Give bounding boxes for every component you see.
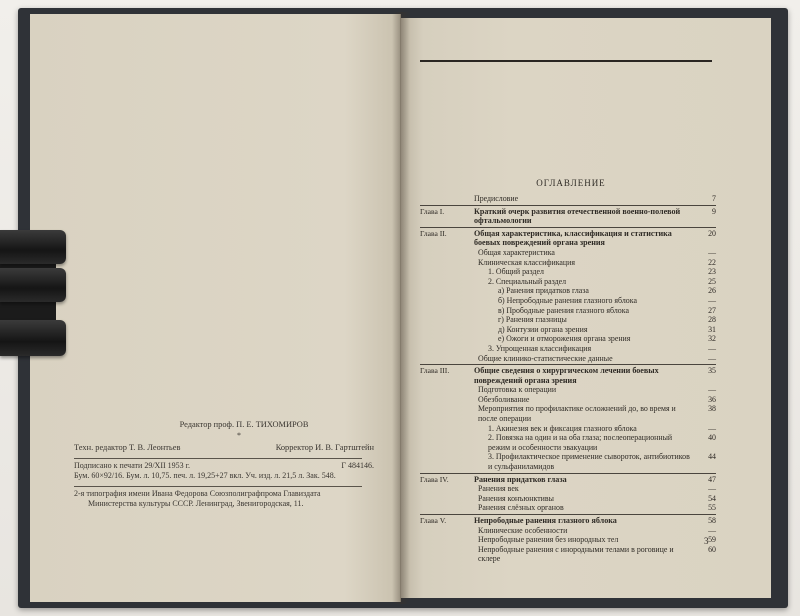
corrector: Корректор И. В. Гартштейн	[275, 442, 374, 452]
toc-entry	[420, 484, 716, 494]
toc-entry	[420, 267, 716, 277]
toc-entry-title: д) Контузии органа зрения	[498, 324, 588, 334]
printer-line-2: Министерства культуры СССР. Ленинград, Звенигородская, 11.	[88, 499, 304, 508]
toc-entry	[420, 366, 716, 385]
toc-chapter-divider	[420, 205, 716, 206]
toc-page-number: 26	[708, 286, 716, 296]
binder-clip-icon	[0, 320, 66, 356]
editors-row	[74, 443, 374, 454]
toc-entry	[420, 286, 716, 296]
imprint-divider	[74, 458, 362, 459]
toc-entry	[420, 194, 716, 204]
printer-line-1: 2-я типография имени Ивана Федорова Союзполиграфпрома Главиздата	[74, 489, 321, 498]
toc-entry-title: 3. Профилактическое применение сывороток, антибиотиков и сульфаниламидов	[488, 452, 690, 472]
toc-entry	[420, 452, 716, 471]
toc-page-number: 23	[708, 267, 716, 277]
toc-title: ОГЛАВЛЕНИЕ	[536, 178, 606, 188]
imprint-block	[74, 420, 374, 509]
toc-entry-title: Клиническая классификация	[478, 257, 575, 267]
toc-entry	[420, 207, 716, 226]
toc-page-number: 22	[708, 257, 716, 267]
toc-page-number: 7	[712, 194, 716, 203]
toc-page-number: 31	[708, 324, 716, 334]
toc-page-number: —	[708, 385, 716, 395]
toc-page-number: 20	[708, 228, 716, 238]
toc-entry-title: Краткий очерк развития отечественной военно-полевой офтальмологии	[474, 206, 681, 226]
toc-page-number: 55	[708, 503, 716, 513]
toc-entry-title: Обезболивание	[478, 394, 530, 404]
toc-entry	[420, 315, 716, 325]
toc-entry	[420, 503, 716, 513]
toc-entry-title: 1. Общий раздел	[488, 267, 544, 277]
toc-entry-title: Непрободные ранения глазного яблока	[474, 516, 617, 525]
toc-entry-title: в) Прободные ранения глазного яблока	[498, 305, 629, 315]
toc-page-number: 35	[708, 366, 716, 376]
toc-entry	[420, 306, 716, 316]
toc-entry	[420, 344, 716, 354]
toc-entry	[420, 433, 716, 452]
toc-chapter-label: Глава V.	[420, 516, 447, 525]
toc-page-number: —	[708, 295, 716, 305]
toc-entry-title: 2. Повязка на один и на оба глаза; послеоперационный режим и особенности эвакуации	[488, 433, 673, 452]
toc-rows	[420, 194, 716, 564]
imprint-divider	[74, 486, 362, 487]
toc-entry	[420, 354, 716, 364]
toc-page-number: —	[708, 247, 716, 257]
binder-clip-icon	[0, 268, 66, 302]
toc-page-number: 36	[708, 394, 716, 404]
toc-entry	[420, 334, 716, 344]
toc-entry-title: Ранения придатков глаза	[474, 474, 567, 484]
toc-entry-title: 1. Акинезия век и фиксация глазного яблока	[488, 423, 637, 433]
toc-page-number: 47	[708, 474, 716, 484]
toc-page-number: 28	[708, 315, 716, 325]
toc-entry	[420, 385, 716, 395]
toc-entry	[420, 296, 716, 306]
toc-entry	[420, 526, 716, 536]
toc-entry-title: Ранения конъюнктивы	[478, 493, 554, 503]
toc-entry	[420, 258, 716, 268]
toc-page-number: 25	[708, 276, 716, 286]
toc-page-number: 60	[708, 544, 716, 554]
table-of-contents	[420, 178, 716, 564]
toc-entry-title: Общая характеристика, классификация и статистика боевых повреждений органа зрения	[474, 228, 672, 248]
toc-entry-title: Клинические особенности	[478, 525, 568, 535]
toc-entry	[420, 475, 716, 485]
toc-entry-title: г) Ранения глазницы	[498, 315, 567, 325]
toc-chapter-divider	[420, 364, 716, 365]
toc-entry-title: Непрободные ранения с инородными телами в роговице и склере	[478, 544, 674, 564]
signed-line	[74, 461, 374, 471]
toc-entry	[420, 424, 716, 434]
toc-page-number: 38	[708, 404, 716, 414]
toc-chapter-divider	[420, 514, 716, 515]
toc-entry-title: 3. Упрощенная классификация	[488, 343, 592, 353]
toc-entry	[420, 494, 716, 504]
toc-entry-title: Подготовка к операции	[478, 385, 557, 395]
spine-gutter	[392, 12, 410, 604]
toc-entry	[420, 545, 716, 564]
toc-entry-title: б) Непрободные ранения глазного яблока	[498, 295, 637, 305]
toc-page-number: —	[708, 484, 716, 494]
toc-chapter-label: Глава III.	[420, 366, 450, 376]
toc-entry	[420, 229, 716, 248]
toc-entry-title: Ранения слёзных органов	[478, 503, 564, 513]
toc-page-number: 27	[708, 305, 716, 315]
star-ornament: *	[237, 430, 241, 440]
toc-entry-title: Общие клинико-статистические данные	[478, 353, 613, 363]
toc-entry-title: Предисловие	[474, 194, 519, 203]
toc-page-number: —	[708, 353, 716, 363]
toc-chapter-label: Глава I.	[420, 206, 445, 216]
paper-line: Бум. 60×92/16. Бум. л. 10,75. печ. л. 19,25+27 вкл. Уч. изд. л. 21,5 л. Зак. 548.	[74, 471, 336, 480]
toc-entry	[420, 248, 716, 258]
toc-page-number: 54	[708, 493, 716, 503]
toc-page-number: 40	[708, 433, 716, 443]
order-code: Г 484146.	[341, 461, 374, 470]
toc-entry	[420, 325, 716, 335]
tech-editor: Техн. редактор Т. В. Леонтьев	[74, 442, 181, 452]
toc-chapter-label: Глава II.	[420, 228, 447, 238]
toc-entry	[420, 395, 716, 405]
toc-page-number: 44	[708, 452, 716, 462]
toc-entry-title: а) Ранения придатков глаза	[498, 286, 589, 296]
toc-entry	[420, 535, 716, 545]
toc-entry-title: Ранения век	[478, 484, 519, 494]
signed-date: Подписано к печати 29/XII 1953 г.	[74, 461, 191, 470]
toc-entry-title: Общая характеристика	[478, 247, 555, 257]
header-rule	[420, 60, 712, 62]
editor-line: Редактор проф. П. Е. ТИХОМИРОВ	[179, 420, 309, 429]
toc-page-number: 32	[708, 334, 716, 344]
toc-page-number: —	[708, 525, 716, 535]
toc-page-number: 9	[712, 206, 716, 216]
binder-clip-icon	[0, 230, 66, 264]
toc-page-number: 59	[708, 535, 716, 545]
toc-entry	[420, 516, 716, 526]
toc-entry-title: 2. Специальный раздел	[488, 276, 567, 286]
toc-chapter-divider	[420, 473, 716, 474]
toc-entry-title: Мероприятия по профилактике осложнений до, во время и после операции	[478, 404, 676, 424]
toc-chapter-divider	[420, 227, 716, 228]
toc-chapter-label: Глава IV.	[420, 474, 449, 484]
toc-entry	[420, 404, 716, 423]
toc-page-number: —	[708, 343, 716, 353]
toc-page-number: —	[708, 423, 716, 433]
page-number: 3	[704, 536, 709, 546]
toc-entry-title: е) Ожоги и отморожения органа зрения	[498, 334, 631, 344]
toc-page-number: 58	[708, 516, 716, 525]
left-page	[30, 14, 401, 602]
toc-entry-title: Непрободные ранения без инородных тел	[478, 535, 619, 545]
toc-entry	[420, 277, 716, 287]
toc-entry-title: Общие сведения о хирургическом лечении боевых повреждений органа зрения	[474, 366, 659, 385]
